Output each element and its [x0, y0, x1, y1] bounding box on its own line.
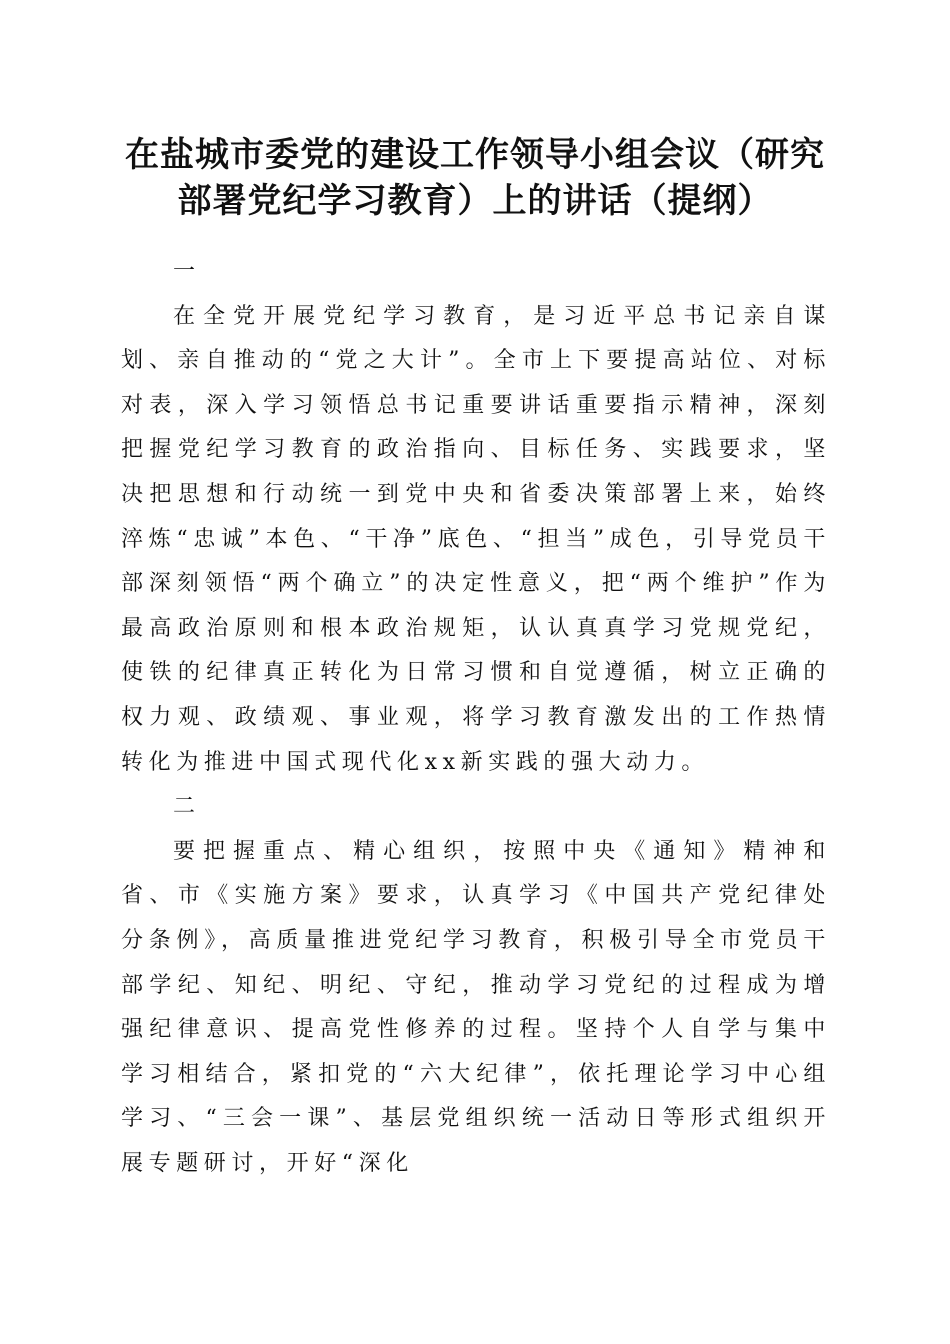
title-line-1: 在盐城市委党的建设工作领导小组会议（研究 — [125, 135, 825, 175]
document-body — [121, 250, 831, 1186]
section-number-2: 二 — [173, 794, 196, 820]
section-paragraph-2: 要把握重点、精心组织，按照中央《通知》精神和省、市《实施方案》要求，认真学习《中国共产党纪律处分条例》，高质量推进党纪学习教育，积极引导全市党员干部学纪、知纪、明纪、守纪，推动学习党纪的过程成为增强纪律意识、提高党性修养的过程。坚持个人自学与集中学习相结合，紧扣党的“六大纪律”，依托理论学习中心组学习、“三会一课”、基层党组织统一活动日等形式组织开展专题研讨，开好“深化 — [121, 838, 831, 1176]
section-number-1: 一 — [173, 259, 196, 284]
title-line-2: 部署党纪学习教育）上的讲话（提纲） — [177, 181, 773, 221]
section-paragraph-1: 在全党开展党纪学习教育，是习近平总书记亲自谋划、亲自推动的“党之大计”。全市上下要提高站位、对标对表，深入学习领悟总书记重要讲话重要指示精神，深刻把握党纪学习教育的政治指向、目标任务、实践要求，坚决把思想和行动统一到党中央和省委决策部署上来，始终淬炼“忠诚”本色、“干净”底色、“担当”成色，引导党员干部深刻领悟“两个确立”的决定性意义，把“两个维护”作为最高政治原则和根本政治规矩，认认真真学习党规党纪，使铁的纪律真正转化为日常习惯和自觉遵循，树立正确的权力观、政绩观、事业观，将学习教育激发出的工作热情转化为推进中国式现代化xx新实践的强大动力。 — [121, 303, 831, 775]
document-title — [100, 132, 850, 224]
